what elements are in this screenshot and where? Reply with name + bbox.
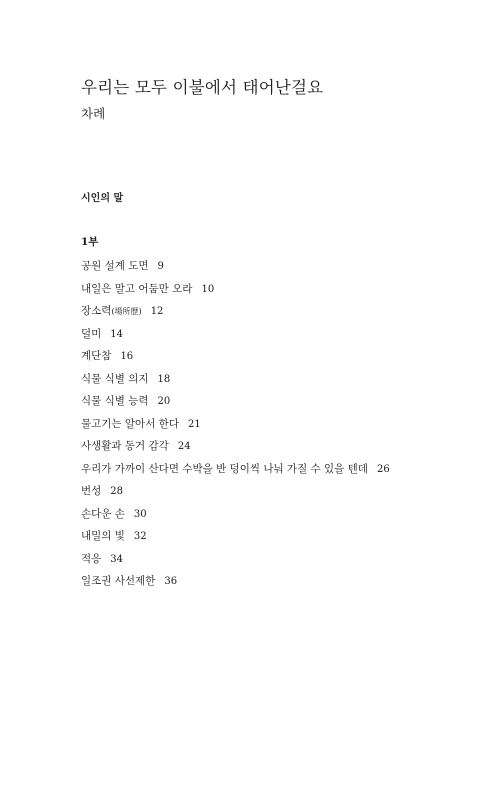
toc-item-title: 장소력: [81, 305, 112, 317]
toc-item-page: 24: [177, 441, 191, 452]
toc-item-page: 26: [376, 463, 390, 475]
toc-item-title: 적응: [81, 552, 102, 565]
toc-item-page: 32: [133, 531, 147, 542]
book-title: 우리는 모두 이불에서 태어난걸요: [81, 78, 324, 97]
toc-item: [81, 368, 390, 391]
toc-item-title: 식물 식별 의지: [81, 372, 149, 385]
toc-item-title: 덜미: [81, 327, 102, 340]
toc-item: [81, 525, 390, 548]
toc-preface-entry: 시인의 말: [81, 193, 124, 204]
toc-item: [81, 503, 390, 526]
contents-heading: 차례: [81, 106, 106, 121]
toc-item-page: 10: [201, 283, 215, 295]
toc-item: [81, 480, 390, 503]
toc-item: [81, 413, 390, 436]
toc-item-page: 9: [157, 261, 164, 272]
toc-item-title: 내일은 말고 어둠만 오라: [81, 282, 193, 295]
toc-item-title: 내밀의 빛: [81, 530, 125, 542]
toc-item-page: 16: [120, 351, 134, 362]
toc-item-page: 30: [133, 508, 147, 520]
toc-item-page: 12: [150, 306, 164, 317]
toc-item-title: 일조권 사선제한: [81, 575, 156, 587]
toc-item-title: 손다운 손: [81, 507, 125, 520]
toc-item-title: 사생활과 동거 감각: [81, 440, 169, 452]
toc-item: [81, 570, 390, 593]
toc-item-page: 14: [110, 328, 124, 340]
toc-item-page: 36: [164, 576, 178, 587]
toc-item: [81, 390, 390, 413]
toc-item-hanja: (場所歷): [111, 307, 142, 316]
toc-item-page: 20: [157, 396, 171, 407]
toc-item-title: 식물 식별 능력: [81, 395, 149, 407]
toc-item: [81, 323, 390, 346]
toc-item: [81, 435, 390, 458]
toc-item-title: 번성: [81, 485, 102, 497]
toc-item-title: 공원 설계 도면: [81, 260, 149, 272]
toc-item: [81, 458, 390, 481]
toc-item: [81, 345, 390, 368]
toc-item-page: 28: [110, 486, 124, 497]
toc-item-title: 우리가 가까이 산다면 수박을 반 덩이씩 나눠 가질 수 있을 텐데: [81, 462, 368, 475]
toc-item: [81, 300, 390, 323]
toc-item-page: 34: [110, 553, 124, 565]
toc-item-title: 계단참: [81, 350, 112, 362]
toc-item: [81, 548, 390, 571]
toc-item-page: 21: [187, 418, 201, 430]
toc-list: [81, 255, 390, 593]
toc-item: [81, 255, 390, 278]
toc-item-page: 18: [157, 373, 171, 385]
toc-item-title: 물고기는 알아서 한다: [81, 417, 179, 430]
part-heading: 1부: [81, 236, 99, 248]
toc-item: [81, 278, 390, 301]
